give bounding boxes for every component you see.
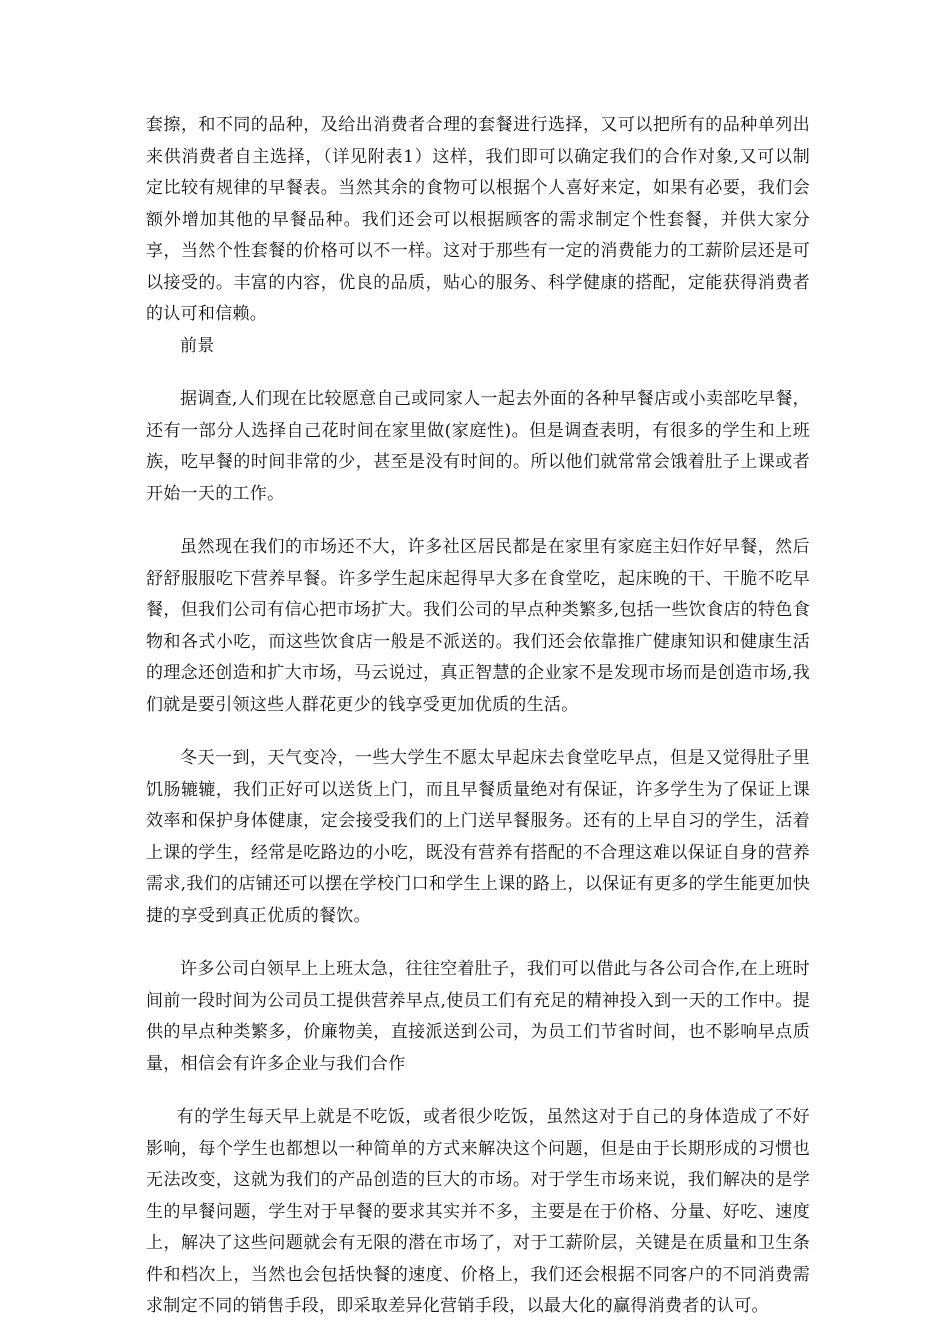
paragraph-winter-delivery: 冬天一到，天气变冷，一些大学生不愿太早起床去食堂吃早点，但是又觉得肚子里饥肠辘辘，我们正好可以送货上门，而且早餐质量绝对有保证，许多学生为了保证上课效率和保护身体健康，定会接受我们的上门送早餐服务。还有的上早自习的学生，活着上课的学生，经常是吃路边的小吃，既没有营养有搭配的不合理这难以保证自身的营养需求,我们的店铺还可以摆在学校门口和学生上课的路上，以保证有更多的学生能更加快捷的享受到真正优质的餐饮。 [146,748,810,926]
paragraph-continuation: 套擦，和不同的品种，及给出消费者合理的套餐进行选择，又可以把所有的品种单列出来供消费者自主选择，（详见附表1）这样，我们即可以确定我们的合作对象,又可以制定比较有规律的早餐表。当然其余的食物可以根据个人喜好来定，如果有必要，我们会额外增加其他的早餐品种。我们还会可以根据顾客的需求制定个性套餐，并供大家分享，当然个性套餐的价格可以不一样。这对于那些有一定的消费能力的工薪阶层还是可以接受的。丰富的内容，优良的品质，贴心的服务、科学健康的搭配，定能获得消费者的认可和信赖。 [146,115,810,324]
paragraph-market-expansion: 虽然现在我们的市场还不大，许多社区居民都是在家里有家庭主妇作好早餐，然后舒舒服服吃下营养早餐。许多学生起床起得早大多在食堂吃，起床晚的干、干脆不吃早餐，但我们公司有信心把市场扩大。我们公司的早点种类繁多,包括一些饮食店的特色食物和各式小吃，而这些饮食店一般是不派送的。我们还会依靠推广健康知识和健康生活的理念还创造和扩大市场，马云说过，真正智慧的企业家不是发现市场而是创造市场,我们就是要引领这些人群花更少的钱享受更加优质的生活。 [146,537,810,715]
paragraph-survey: 据调查,人们现在比较愿意自己或同家人一起去外面的各种早餐店或小卖部吃早餐，还有一部分人选择自己花时间在家里做(家庭性)。但是调查表明，有很多的学生和上班族，吃早餐的时间非常的少，甚至是没有时间的。所以他们就常常会饿着肚子上课或者开始一天的工作。 [146,389,810,504]
document-body [146,110,810,1323]
section-heading-prospects: 前景 [180,335,215,356]
paragraph-student-market: 有的学生每天早上就是不吃饭，或者很少吃饭，虽然这对于自己的身体造成了不好影响，每个学生也都想以一种简单的方式来解决这个问题，但是由于长期形成的习惯也无法改变，这就为我们的产品创造的巨大的市场。对于学生市场来说，我们解决的是学生的早餐问题，学生对于早餐的要求其实并不多，主要是在于价格、分量、好吃、速度上，解决了这些问题就会有无限的潜在市场了，对于工薪阶层，关键是在质量和卫生条件和档次上，当然也会包括快餐的速度、价格上，我们还会根据不同客户的不同消费需求制定不同的销售手段，即采取差异化营销手段，以最大化的赢得消费者的认可。 [146,1107,810,1316]
paragraph-office-workers: 许多公司白领早上上班太急，往往空着肚子，我们可以借此与各公司合作,在上班时间前一段时间为公司员工提供营养早点,使员工们有充足的精神投入到一天的工作中。提供的早点种类繁多，价廉物美，直接派送到公司，为员工们节省时间，也不影响早点质量，相信会有许多企业与我们合作 [146,959,810,1074]
